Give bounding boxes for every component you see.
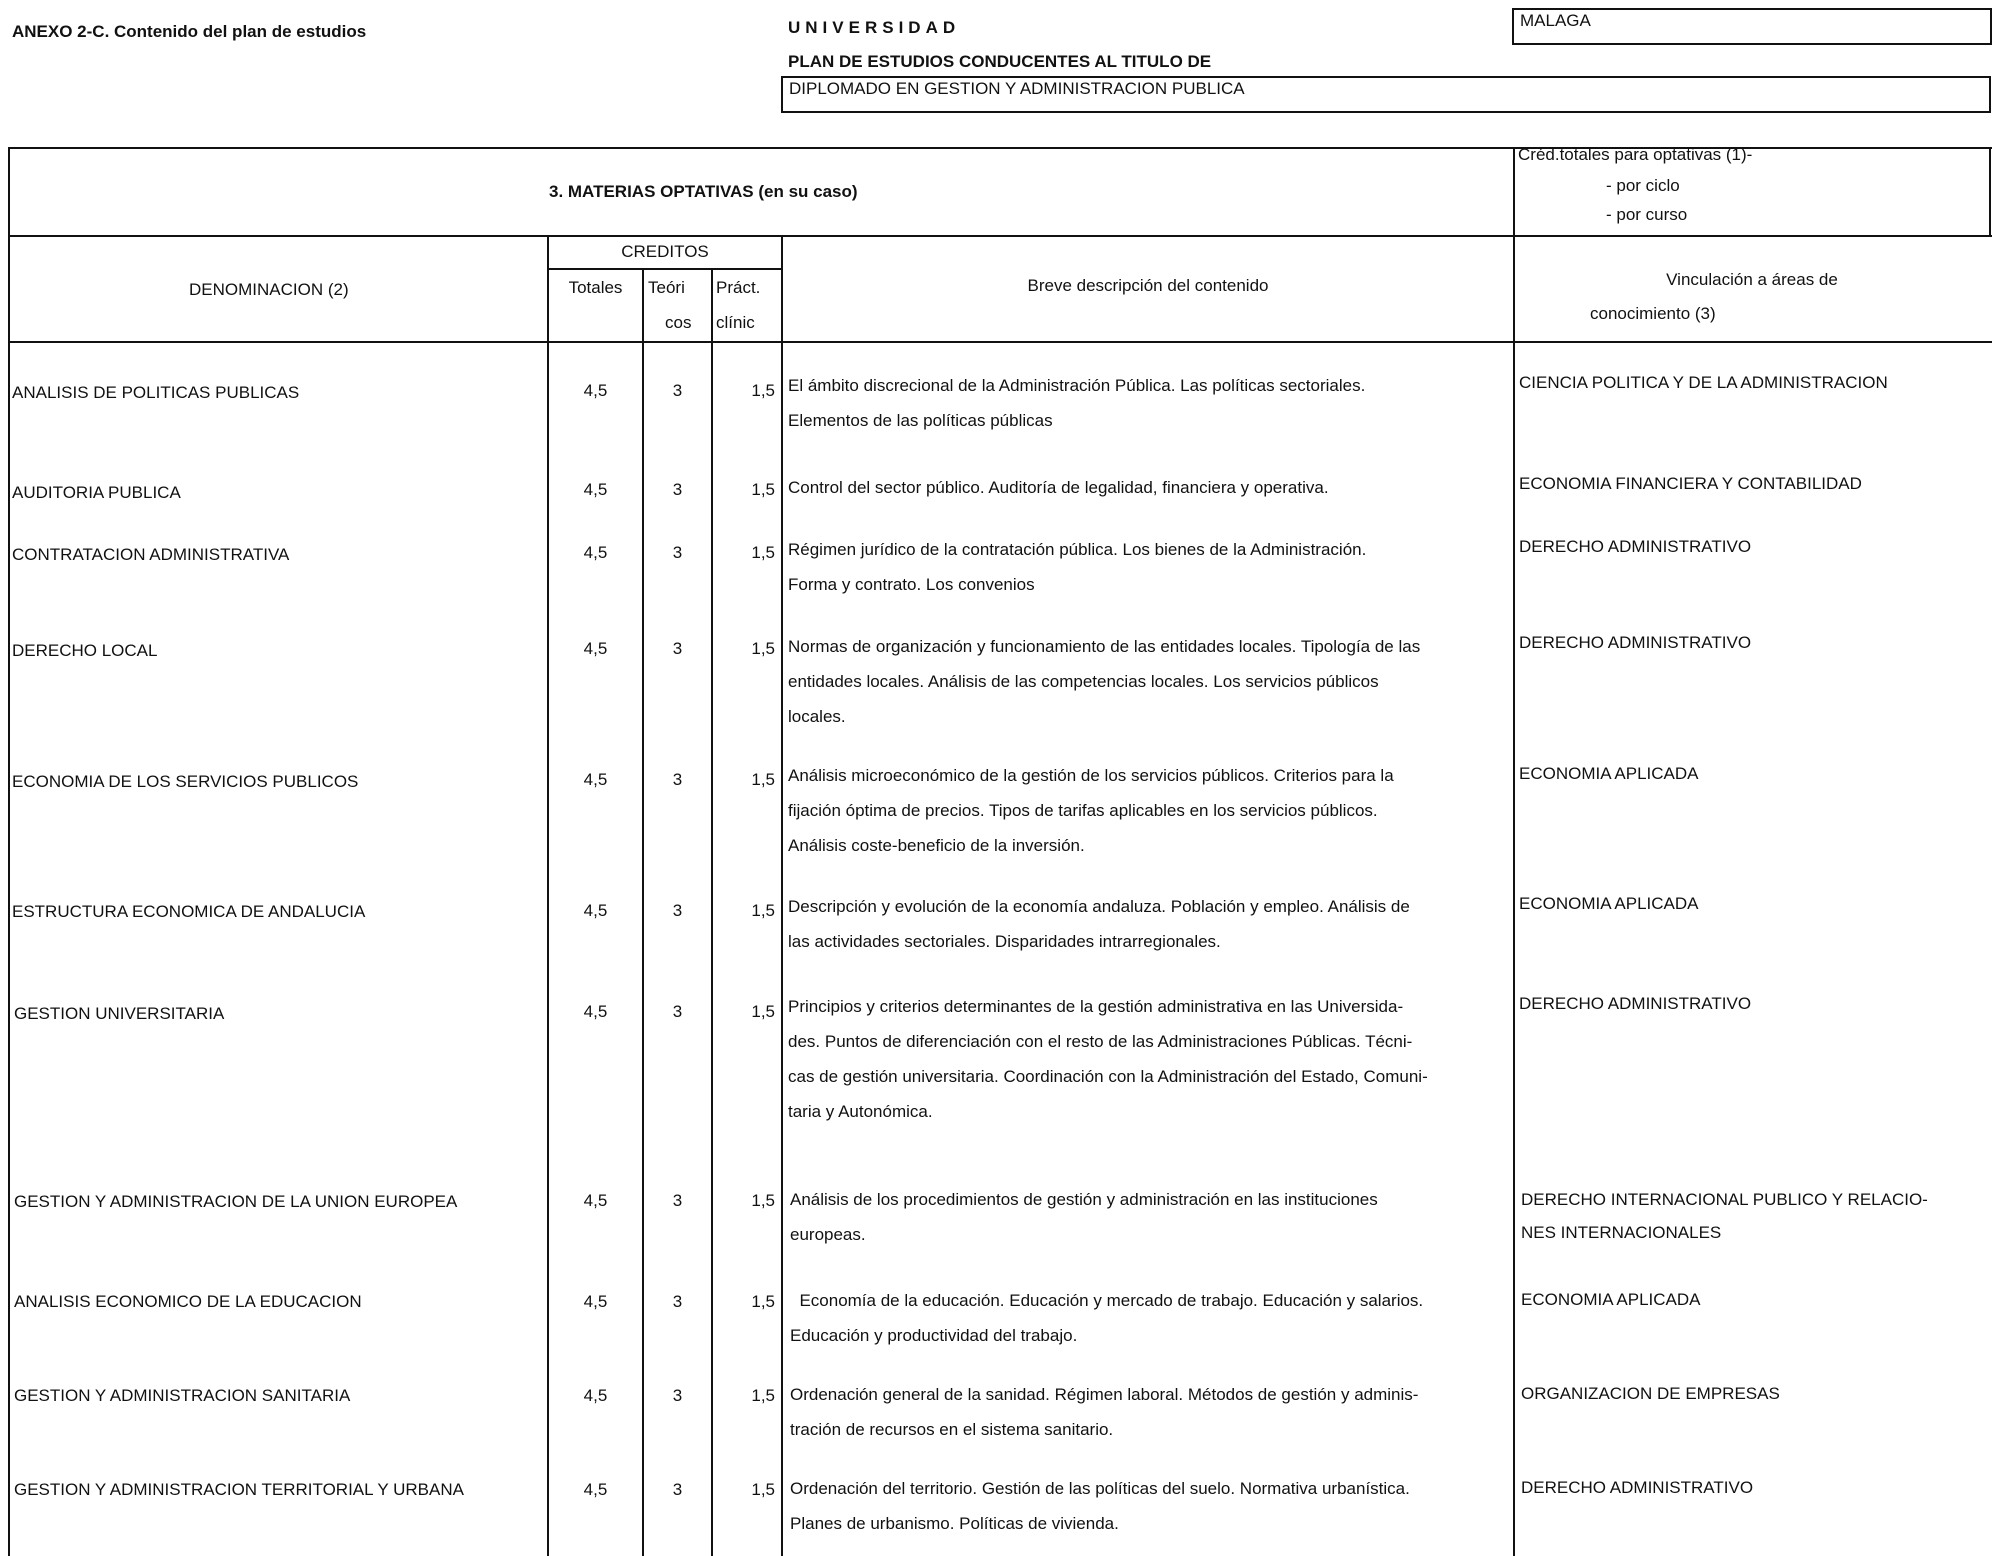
row-denominacion: CONTRATACION ADMINISTRATIVA (12, 545, 290, 564)
row-description-line: Análisis coste-beneficio de la inversión. (788, 836, 1085, 855)
row-practicos: 1,5 (751, 480, 775, 499)
row-area: CIENCIA POLITICA Y DE LA ADMINISTRACION (1519, 373, 1888, 392)
row-description-line: Ordenación general de la sanidad. Régimen laboral. Métodos de gestión y adminis- (790, 1385, 1419, 1404)
row-description-line: Descripción y evolución de la economía andaluza. Población y empleo. Análisis de (788, 897, 1410, 916)
row-area: ECONOMIA APLICADA (1519, 764, 1699, 783)
header-descripcion: Breve descripción del contenido (1027, 276, 1269, 295)
row-area: DERECHO ADMINISTRATIVO (1519, 633, 1752, 652)
row-totales: 4,5 (583, 1002, 608, 1021)
table-left-border (8, 147, 10, 1556)
row-description-line: Forma y contrato. Los convenios (788, 575, 1035, 594)
row-teoricos: 3 (672, 480, 683, 499)
row-denominacion: GESTION Y ADMINISTRACION TERRITORIAL Y URBANA (14, 1480, 464, 1499)
section-title: 3. MATERIAS OPTATIVAS (en su caso) (549, 182, 858, 201)
row-denominacion: GESTION Y ADMINISTRACION DE LA UNION EUROPEA (14, 1192, 458, 1211)
row-description-line: Análisis de los procedimientos de gestión y administración en las instituciones (790, 1190, 1378, 1209)
row-area: DERECHO ADMINISTRATIVO (1519, 537, 1752, 556)
row-denominacion: DERECHO LOCAL (12, 641, 158, 660)
row-description-line: Régimen jurídico de la contratación pública. Los bienes de la Administración. (788, 540, 1367, 559)
column-header-bottom-rule (8, 341, 1992, 343)
plan-label: PLAN DE ESTUDIOS CONDUCENTES AL TITULO DE (788, 52, 1212, 71)
row-denominacion: ANALISIS DE POLITICAS PUBLICAS (12, 383, 300, 402)
row-description-line: Planes de urbanismo. Políticas de vivienda. (790, 1514, 1119, 1533)
credits-note-line-3: - por curso (1606, 205, 1688, 224)
university-label: UNIVERSIDAD (788, 18, 961, 37)
header-denominacion: DENOMINACION (2) (189, 280, 349, 299)
row-denominacion: ANALISIS ECONOMICO DE LA EDUCACION (14, 1292, 362, 1311)
row-totales: 4,5 (583, 770, 608, 789)
row-teoricos: 3 (672, 381, 683, 400)
area-column-divider (1513, 147, 1515, 1556)
row-totales: 4,5 (583, 1480, 608, 1499)
credits-note-line-1: Créd.totales para optativas (1)- (1518, 145, 1753, 164)
row-area: DERECHO ADMINISTRATIVO (1519, 994, 1752, 1013)
row-totales: 4,5 (583, 543, 608, 562)
header-practicos-1: Práct. (716, 278, 761, 297)
row-area: DERECHO ADMINISTRATIVO (1521, 1478, 1754, 1497)
header-totales: Totales (568, 278, 623, 297)
row-teoricos: 3 (672, 1480, 683, 1499)
row-practicos: 1,5 (751, 1002, 775, 1021)
row-totales: 4,5 (583, 381, 608, 400)
row-teoricos: 3 (672, 639, 683, 658)
row-description-line: Ordenación del territorio. Gestión de las políticas del suelo. Normativa urbanística. (790, 1479, 1410, 1498)
row-practicos: 1,5 (751, 901, 775, 920)
degree-title-field: DIPLOMADO EN GESTION Y ADMINISTRACION PUBLICA (781, 76, 1991, 113)
table-right-border (1989, 147, 1991, 237)
row-description-line: Análisis microeconómico de la gestión de los servicios públicos. Criterios para la (788, 766, 1394, 785)
row-description-line: Normas de organización y funcionamiento de las entidades locales. Tipología de las (788, 637, 1421, 656)
annex-title: ANEXO 2-C. Contenido del plan de estudios (12, 22, 367, 41)
row-area: DERECHO INTERNACIONAL PUBLICO Y RELACIO- (1521, 1190, 1928, 1209)
row-description-line: Elementos de las políticas públicas (788, 411, 1053, 430)
header-teoricos-1: Teóri (648, 278, 685, 297)
row-area: ORGANIZACION DE EMPRESAS (1521, 1384, 1780, 1403)
row-description-line: fijación óptima de precios. Tipos de tarifas aplicables en los servicios públicos. (788, 801, 1378, 820)
row-practicos: 1,5 (751, 1191, 775, 1210)
header-creditos: CREDITOS (621, 242, 709, 261)
row-area: ECONOMIA APLICADA (1521, 1290, 1701, 1309)
row-practicos: 1,5 (751, 1292, 775, 1311)
credits-note-line-2: - por ciclo (1606, 176, 1680, 195)
row-description-line: Principios y criterios determinantes de la gestión administrativa en las Universida- (788, 997, 1404, 1016)
row-description-line: Control del sector público. Auditoría de legalidad, financiera y operativa. (788, 478, 1329, 497)
row-practicos: 1,5 (751, 543, 775, 562)
row-description-line: taria y Autonómica. (788, 1102, 933, 1121)
row-teoricos: 3 (672, 770, 683, 789)
header-vinculacion-1: Vinculación a áreas de (1666, 270, 1838, 289)
row-description-line: Educación y productividad del trabajo. (790, 1326, 1078, 1345)
row-totales: 4,5 (583, 1292, 608, 1311)
description-column-divider (781, 235, 783, 1556)
university-field: MALAGA (1512, 8, 1992, 45)
row-description-line: las actividades sectoriales. Disparidades intrarregionales. (788, 932, 1221, 951)
header-practicos-2: clínic (716, 313, 755, 332)
row-practicos: 1,5 (751, 1386, 775, 1405)
row-totales: 4,5 (583, 901, 608, 920)
row-teoricos: 3 (672, 543, 683, 562)
row-totales: 4,5 (583, 1386, 608, 1405)
row-teoricos: 3 (672, 1002, 683, 1021)
row-teoricos: 3 (672, 1386, 683, 1405)
row-teoricos: 3 (672, 901, 683, 920)
row-practicos: 1,5 (751, 381, 775, 400)
row-totales: 4,5 (583, 639, 608, 658)
row-area: NES INTERNACIONALES (1521, 1223, 1722, 1242)
row-denominacion: GESTION Y ADMINISTRACION SANITARIA (14, 1386, 351, 1405)
row-practicos: 1,5 (751, 1480, 775, 1499)
section-header-bottom-rule (8, 235, 1992, 237)
row-denominacion: ESTRUCTURA ECONOMICA DE ANDALUCIA (12, 902, 366, 921)
row-teoricos: 3 (672, 1292, 683, 1311)
row-denominacion: AUDITORIA PUBLICA (12, 483, 181, 502)
row-description-line: Economía de la educación. Educación y mercado de trabajo. Educación y salarios. (790, 1291, 1424, 1310)
row-description-line: El ámbito discrecional de la Administración Pública. Las políticas sectoriales. (788, 376, 1366, 395)
row-teoricos: 3 (672, 1191, 683, 1210)
row-area: ECONOMIA FINANCIERA Y CONTABILIDAD (1519, 474, 1862, 493)
header-vinculacion-2: conocimiento (3) (1590, 304, 1716, 323)
row-description-line: entidades locales. Análisis de las competencias locales. Los servicios públicos (788, 672, 1379, 691)
row-description-line: cas de gestión universitaria. Coordinación con la Administración del Estado, Comuni- (788, 1067, 1428, 1086)
row-description-line: tración de recursos en el sistema sanitario. (790, 1420, 1114, 1439)
row-denominacion: GESTION UNIVERSITARIA (14, 1004, 225, 1023)
row-description-line: locales. (788, 707, 846, 726)
row-area: ECONOMIA APLICADA (1519, 894, 1699, 913)
header-teoricos-2: cos (665, 313, 692, 332)
row-description-line: des. Puntos de diferenciación con el resto de las Administraciones Públicas. Técni- (788, 1032, 1413, 1051)
row-totales: 4,5 (583, 1191, 608, 1210)
row-practicos: 1,5 (751, 639, 775, 658)
row-practicos: 1,5 (751, 770, 775, 789)
row-description-line: europeas. (790, 1225, 866, 1244)
row-denominacion: ECONOMIA DE LOS SERVICIOS PUBLICOS (12, 772, 359, 791)
row-totales: 4,5 (583, 480, 608, 499)
